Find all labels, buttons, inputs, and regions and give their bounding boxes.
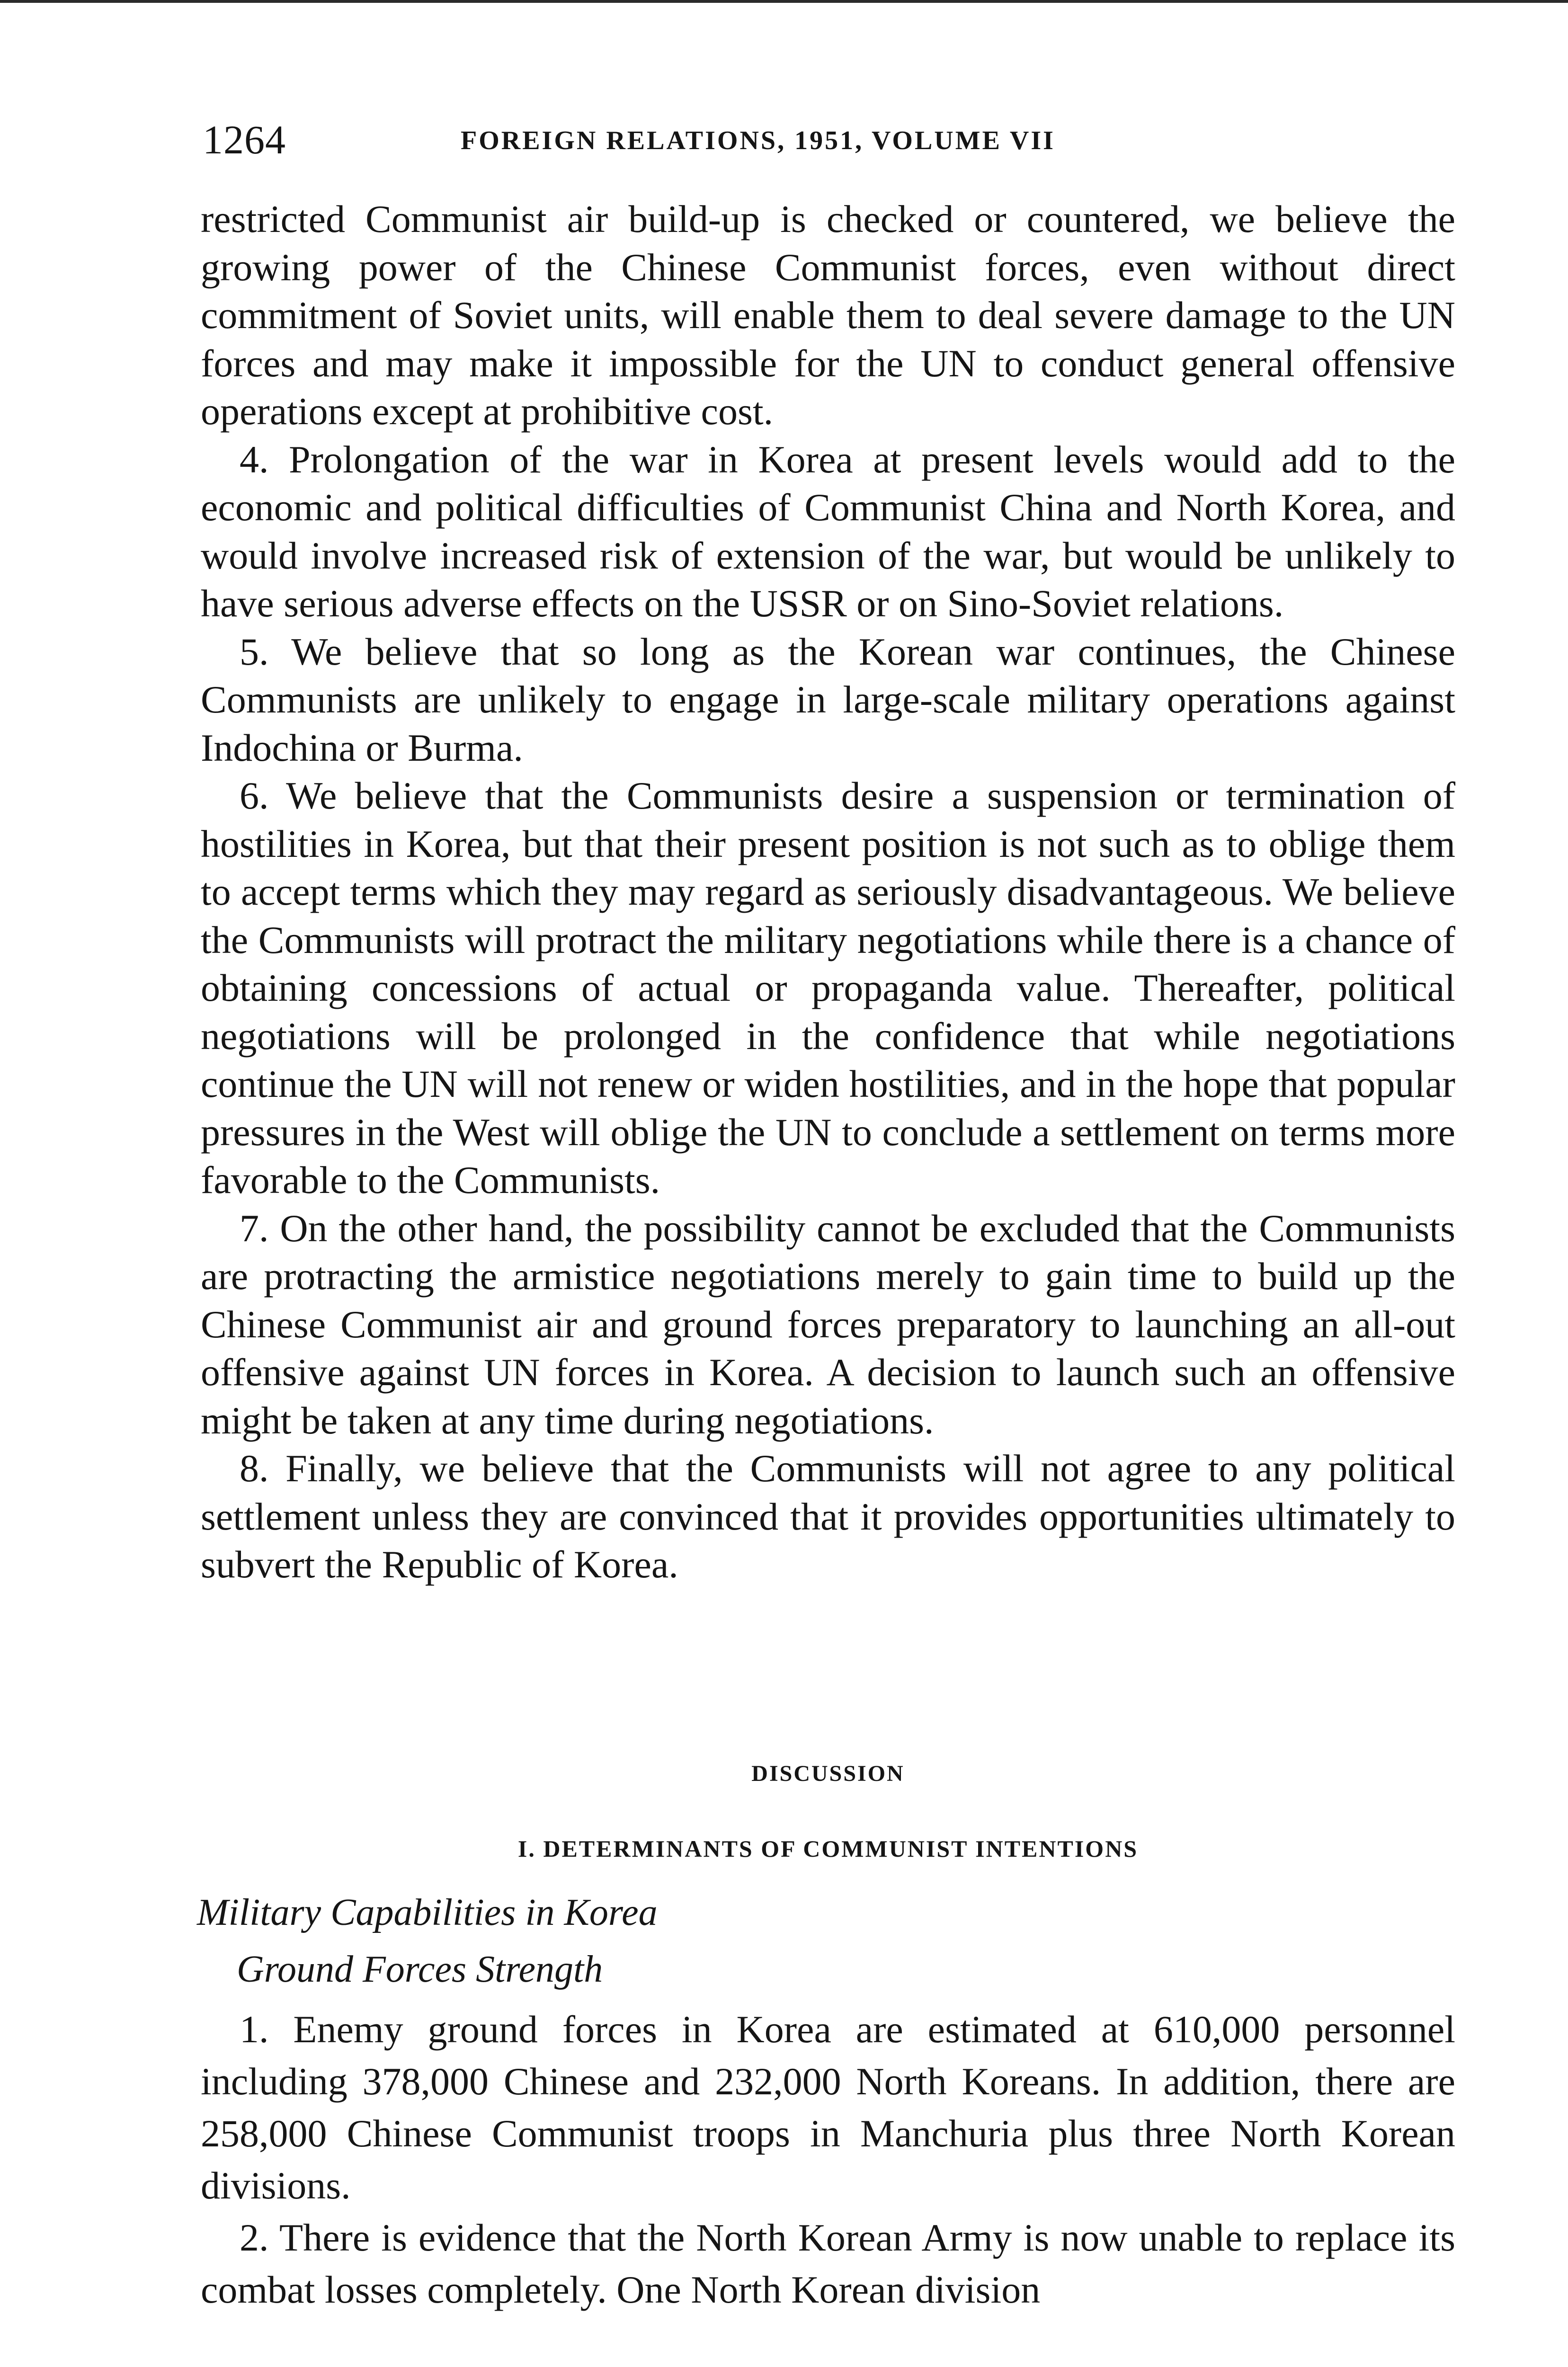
top-border-rule <box>0 0 1568 3</box>
body-text-discussion <box>201 2003 1455 2316</box>
paragraph-4: 4. Prolongation of the war in Korea at present levels would add to the economic and political difficulties of Communist China and North Korea, and would involve increased risk of extension of the war, but would be unlikely to have serious adverse effects on the USSR or on Sino-Soviet relations. <box>201 437 1455 625</box>
paragraph-5: 5. We believe that so long as the Korean war continues, the Chinese Communists are unlikely to engage in large-scale military operations against Indochina or Burma. <box>201 630 1455 769</box>
section-heading: I. DETERMINANTS OF COMMUNIST INTENTIONS <box>517 1835 1139 1862</box>
discussion-paragraph-1: 1. Enemy ground forces in Korea are estimated at 610,000 personnel including 378,000 Chinese and 232,000 North Koreans. In addition, there are 258,000 Chinese Communist troops in Manchuria plus three North Korean divisions. <box>201 2008 1455 2207</box>
body-text-top <box>201 195 1455 1589</box>
paragraph-6: 6. We believe that the Communists desire a suspension or termination of hostilities in Korea, but that their present position is not such as to oblige them to accept terms which they may regard as seriously disadvantageous. We believe the Communists will protract the military negotiations while there is a chance of obtaining concessions of actual or propaganda value. Thereafter, political negotiations will be prolonged in the confidence that while negotiations continue the UN will not renew or widen hostilities, and in the hope that popular pressures in the West will oblige the UN to conclude a settlement on terms more favorable to the Communists. <box>201 774 1455 1201</box>
discussion-paragraph-2: 2. There is evidence that the North Korean Army is now unable to replace its combat losses completely. One North Korean division <box>201 2216 1455 2311</box>
subheading-military-capabilities: Military Capabilities in Korea <box>197 1892 658 1933</box>
discussion-heading: DISCUSSION <box>751 1761 905 1786</box>
paragraph-7: 7. On the other hand, the possibility cannot be excluded that the Communists are protracting the armistice negotiations merely to gain time to build up the Chinese Communist air and ground forces preparatory to launching an all-out offensive against UN forces in Korea. A decision to launch such an offensive might be taken at any time during negotiations. <box>201 1206 1455 1442</box>
paragraph-continued: restricted Communist air build-up is checked or countered, we believe the growing power of the Chinese Communist forces, even without direct commitment of Soviet units, will enable them to deal severe damage to the UN forces and may make it impossible for the UN to conduct general offensive operations except at prohibitive cost. <box>201 197 1455 433</box>
page-header <box>203 114 1457 166</box>
paragraph-8: 8. Finally, we believe that the Communists will not agree to any political settlement unless they are convinced that it provides opportunities ultimately to subvert the Republic of Korea. <box>201 1447 1455 1586</box>
running-head: FOREIGN RELATIONS, 1951, VOLUME VII <box>461 126 1055 155</box>
page-number: 1264 <box>203 117 286 162</box>
subheading-ground-forces: Ground Forces Strength <box>237 1949 603 1990</box>
